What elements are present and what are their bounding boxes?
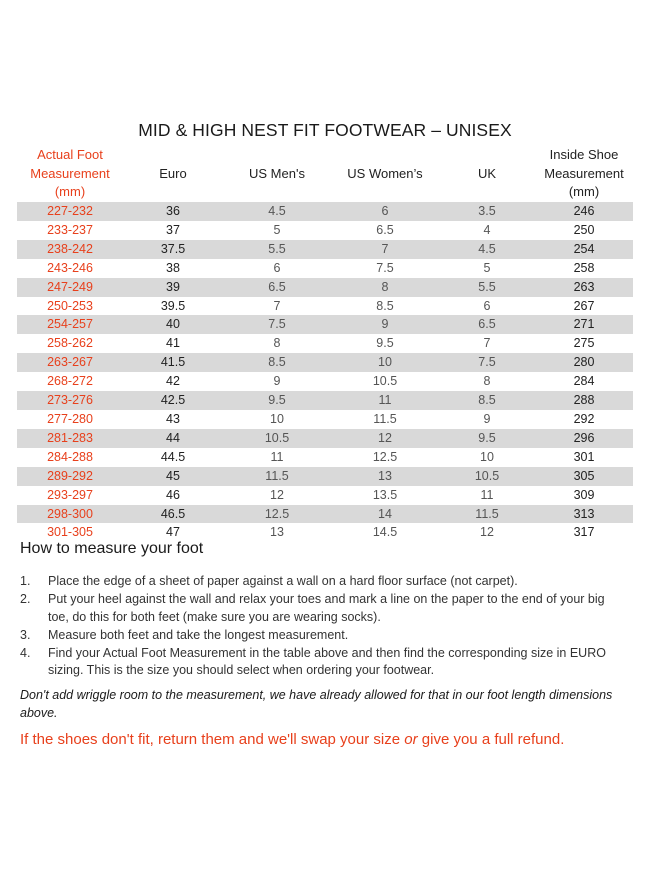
- table-row: [17, 448, 633, 467]
- cell-inside-shoe: 246: [535, 202, 633, 221]
- cell-us-men: 5: [223, 221, 331, 240]
- table-row: [17, 297, 633, 316]
- size-chart-table: [17, 146, 633, 542]
- header-inside-shoe: Inside Shoe Measurement (mm): [544, 147, 624, 200]
- cell-uk: 9.5: [439, 429, 535, 448]
- table-row: [17, 240, 633, 259]
- table-row: [17, 429, 633, 448]
- cell-euro: 46.5: [123, 505, 223, 524]
- cell-uk: 9: [439, 410, 535, 429]
- cell-inside-shoe: 284: [535, 372, 633, 391]
- cell-us-men: 12: [223, 486, 331, 505]
- cell-euro: 39.5: [123, 297, 223, 316]
- cell-us-women: 7: [331, 240, 439, 259]
- cell-uk: 4.5: [439, 240, 535, 259]
- cell-uk: 12: [439, 523, 535, 542]
- cell-euro: 46: [123, 486, 223, 505]
- cell-inside-shoe: 258: [535, 259, 633, 278]
- cell-inside-shoe: 288: [535, 391, 633, 410]
- cell-uk: 5: [439, 259, 535, 278]
- cell-uk: 4: [439, 221, 535, 240]
- cell-us-men: 6.5: [223, 278, 331, 297]
- refund-text-after: give you a full refund.: [417, 731, 565, 748]
- cell-uk: 10: [439, 448, 535, 467]
- refund-emphasis: or: [404, 731, 418, 748]
- cell-us-men: 7.5: [223, 315, 331, 334]
- cell-euro: 42.5: [123, 391, 223, 410]
- header-euro: Euro: [159, 165, 187, 181]
- cell-inside-shoe: 313: [535, 505, 633, 524]
- wriggle-room-note: Don't add wriggle room to the measurement, we have already allowed for that in our foot length dimensions above.: [20, 688, 613, 720]
- header-uk: UK: [477, 165, 497, 181]
- instructions-list: [20, 573, 620, 680]
- cell-inside-shoe: 280: [535, 353, 633, 372]
- step-text: Place the edge of a sheet of paper against a wall on a hard floor surface (not carpet).: [48, 574, 518, 588]
- cell-us-women: 10: [331, 353, 439, 372]
- cell-us-women: 6.5: [331, 221, 439, 240]
- cell-actual-foot: 298-300: [17, 505, 123, 524]
- table-row: [17, 259, 633, 278]
- step-number: 1.: [20, 574, 31, 588]
- instruction-step: [20, 645, 620, 680]
- table-row: [17, 202, 633, 221]
- cell-us-men: 12.5: [223, 505, 331, 524]
- table-row: [17, 410, 633, 429]
- cell-us-men: 10: [223, 410, 331, 429]
- cell-us-men: 4.5: [223, 202, 331, 221]
- cell-uk: 11.5: [439, 505, 535, 524]
- instruction-step: [20, 573, 620, 591]
- cell-uk: 6.5: [439, 315, 535, 334]
- cell-inside-shoe: 296: [535, 429, 633, 448]
- cell-us-women: 11.5: [331, 410, 439, 429]
- table-row: [17, 505, 633, 524]
- cell-inside-shoe: 309: [535, 486, 633, 505]
- instruction-step: [20, 627, 620, 645]
- howto-heading: How to measure your foot: [20, 540, 204, 557]
- cell-actual-foot: 281-283: [17, 429, 123, 448]
- cell-actual-foot: 247-249: [17, 278, 123, 297]
- cell-inside-shoe: 292: [535, 410, 633, 429]
- page-title: MID & HIGH NEST FIT FOOTWEAR – UNISEX: [138, 120, 512, 140]
- cell-us-women: 12: [331, 429, 439, 448]
- cell-actual-foot: 293-297: [17, 486, 123, 505]
- cell-euro: 37.5: [123, 240, 223, 259]
- cell-uk: 3.5: [439, 202, 535, 221]
- cell-inside-shoe: 263: [535, 278, 633, 297]
- cell-us-men: 5.5: [223, 240, 331, 259]
- cell-us-men: 9.5: [223, 391, 331, 410]
- cell-us-men: 7: [223, 297, 331, 316]
- cell-actual-foot: 289-292: [17, 467, 123, 486]
- step-text: Measure both feet and take the longest measurement.: [48, 627, 349, 642]
- cell-uk: 10.5: [439, 467, 535, 486]
- cell-us-women: 7.5: [331, 259, 439, 278]
- refund-notice: [20, 731, 564, 748]
- cell-us-women: 14.5: [331, 523, 439, 542]
- cell-actual-foot: 258-262: [17, 334, 123, 353]
- table-row: [17, 353, 633, 372]
- header-us-women: US Women’s: [347, 165, 423, 181]
- cell-euro: 41: [123, 334, 223, 353]
- cell-us-men: 9: [223, 372, 331, 391]
- cell-euro: 42: [123, 372, 223, 391]
- cell-us-men: 11.5: [223, 467, 331, 486]
- step-text: Put your heel against the wall and relax your toes and mark a line on the paper to the end of your big toe, do this for both feet (make sure you are wearing socks).: [48, 592, 605, 624]
- cell-us-women: 14: [331, 505, 439, 524]
- cell-euro: 44: [123, 429, 223, 448]
- cell-us-women: 9: [331, 315, 439, 334]
- table-header-row: [17, 146, 633, 202]
- cell-us-women: 13.5: [331, 486, 439, 505]
- cell-actual-foot: 250-253: [17, 297, 123, 316]
- cell-euro: 38: [123, 259, 223, 278]
- cell-euro: 45: [123, 467, 223, 486]
- table-row: [17, 278, 633, 297]
- cell-euro: 37: [123, 221, 223, 240]
- cell-uk: 8.5: [439, 391, 535, 410]
- cell-inside-shoe: 305: [535, 467, 633, 486]
- cell-us-women: 12.5: [331, 448, 439, 467]
- cell-inside-shoe: 254: [535, 240, 633, 259]
- cell-actual-foot: 227-232: [17, 202, 123, 221]
- cell-euro: 36: [123, 202, 223, 221]
- cell-uk: 7: [439, 334, 535, 353]
- cell-us-men: 8: [223, 334, 331, 353]
- table-row: [17, 467, 633, 486]
- cell-euro: 40: [123, 315, 223, 334]
- cell-uk: 6: [439, 297, 535, 316]
- cell-euro: 47: [123, 523, 223, 542]
- cell-us-women: 9.5: [331, 334, 439, 353]
- cell-us-men: 10.5: [223, 429, 331, 448]
- cell-us-men: 6: [223, 259, 331, 278]
- table-row: [17, 334, 633, 353]
- cell-euro: 44.5: [123, 448, 223, 467]
- cell-actual-foot: 273-276: [17, 391, 123, 410]
- cell-uk: 5.5: [439, 278, 535, 297]
- cell-us-men: 11: [223, 448, 331, 467]
- step-number: 4.: [20, 645, 31, 660]
- cell-uk: 7.5: [439, 353, 535, 372]
- cell-uk: 11: [439, 486, 535, 505]
- table-row: [17, 315, 633, 334]
- cell-euro: 39: [123, 278, 223, 297]
- cell-actual-foot: 263-267: [17, 353, 123, 372]
- cell-actual-foot: 277-280: [17, 410, 123, 429]
- cell-actual-foot: 233-237: [17, 221, 123, 240]
- cell-actual-foot: 243-246: [17, 259, 123, 278]
- cell-us-women: 8: [331, 278, 439, 297]
- cell-euro: 43: [123, 410, 223, 429]
- instruction-step: [20, 591, 620, 626]
- cell-euro: 41.5: [123, 353, 223, 372]
- cell-us-women: 11: [331, 391, 439, 410]
- step-number: 3.: [20, 627, 31, 642]
- cell-inside-shoe: 250: [535, 221, 633, 240]
- cell-inside-shoe: 271: [535, 315, 633, 334]
- refund-text-before: If the shoes don't fit, return them and we'll swap your size: [20, 731, 405, 748]
- cell-us-women: 6: [331, 202, 439, 221]
- table-row: [17, 486, 633, 505]
- table-row: [17, 391, 633, 410]
- cell-us-men: 8.5: [223, 353, 331, 372]
- cell-us-men: 13: [223, 523, 331, 542]
- cell-inside-shoe: 301: [535, 448, 633, 467]
- cell-inside-shoe: 267: [535, 297, 633, 316]
- cell-actual-foot: 268-272: [17, 372, 123, 391]
- cell-uk: 8: [439, 372, 535, 391]
- header-us-men: US Men's: [249, 165, 305, 181]
- cell-actual-foot: 254-257: [17, 315, 123, 334]
- cell-us-women: 8.5: [331, 297, 439, 316]
- cell-actual-foot: 301-305: [17, 523, 123, 542]
- cell-inside-shoe: 317: [535, 523, 633, 542]
- table-body: [17, 202, 633, 542]
- step-number: 2.: [20, 592, 31, 606]
- table-row: [17, 372, 633, 391]
- header-actual-foot: Actual Foot Measurement (mm): [30, 147, 110, 200]
- cell-us-women: 13: [331, 467, 439, 486]
- cell-actual-foot: 284-288: [17, 448, 123, 467]
- cell-actual-foot: 238-242: [17, 240, 123, 259]
- cell-inside-shoe: 275: [535, 334, 633, 353]
- step-text: Find your Actual Foot Measurement in the table above and then find the corresponding size in EURO sizing. This is the size you should select when ordering your footwear.: [48, 645, 606, 677]
- table-row: [17, 221, 633, 240]
- cell-us-women: 10.5: [331, 372, 439, 391]
